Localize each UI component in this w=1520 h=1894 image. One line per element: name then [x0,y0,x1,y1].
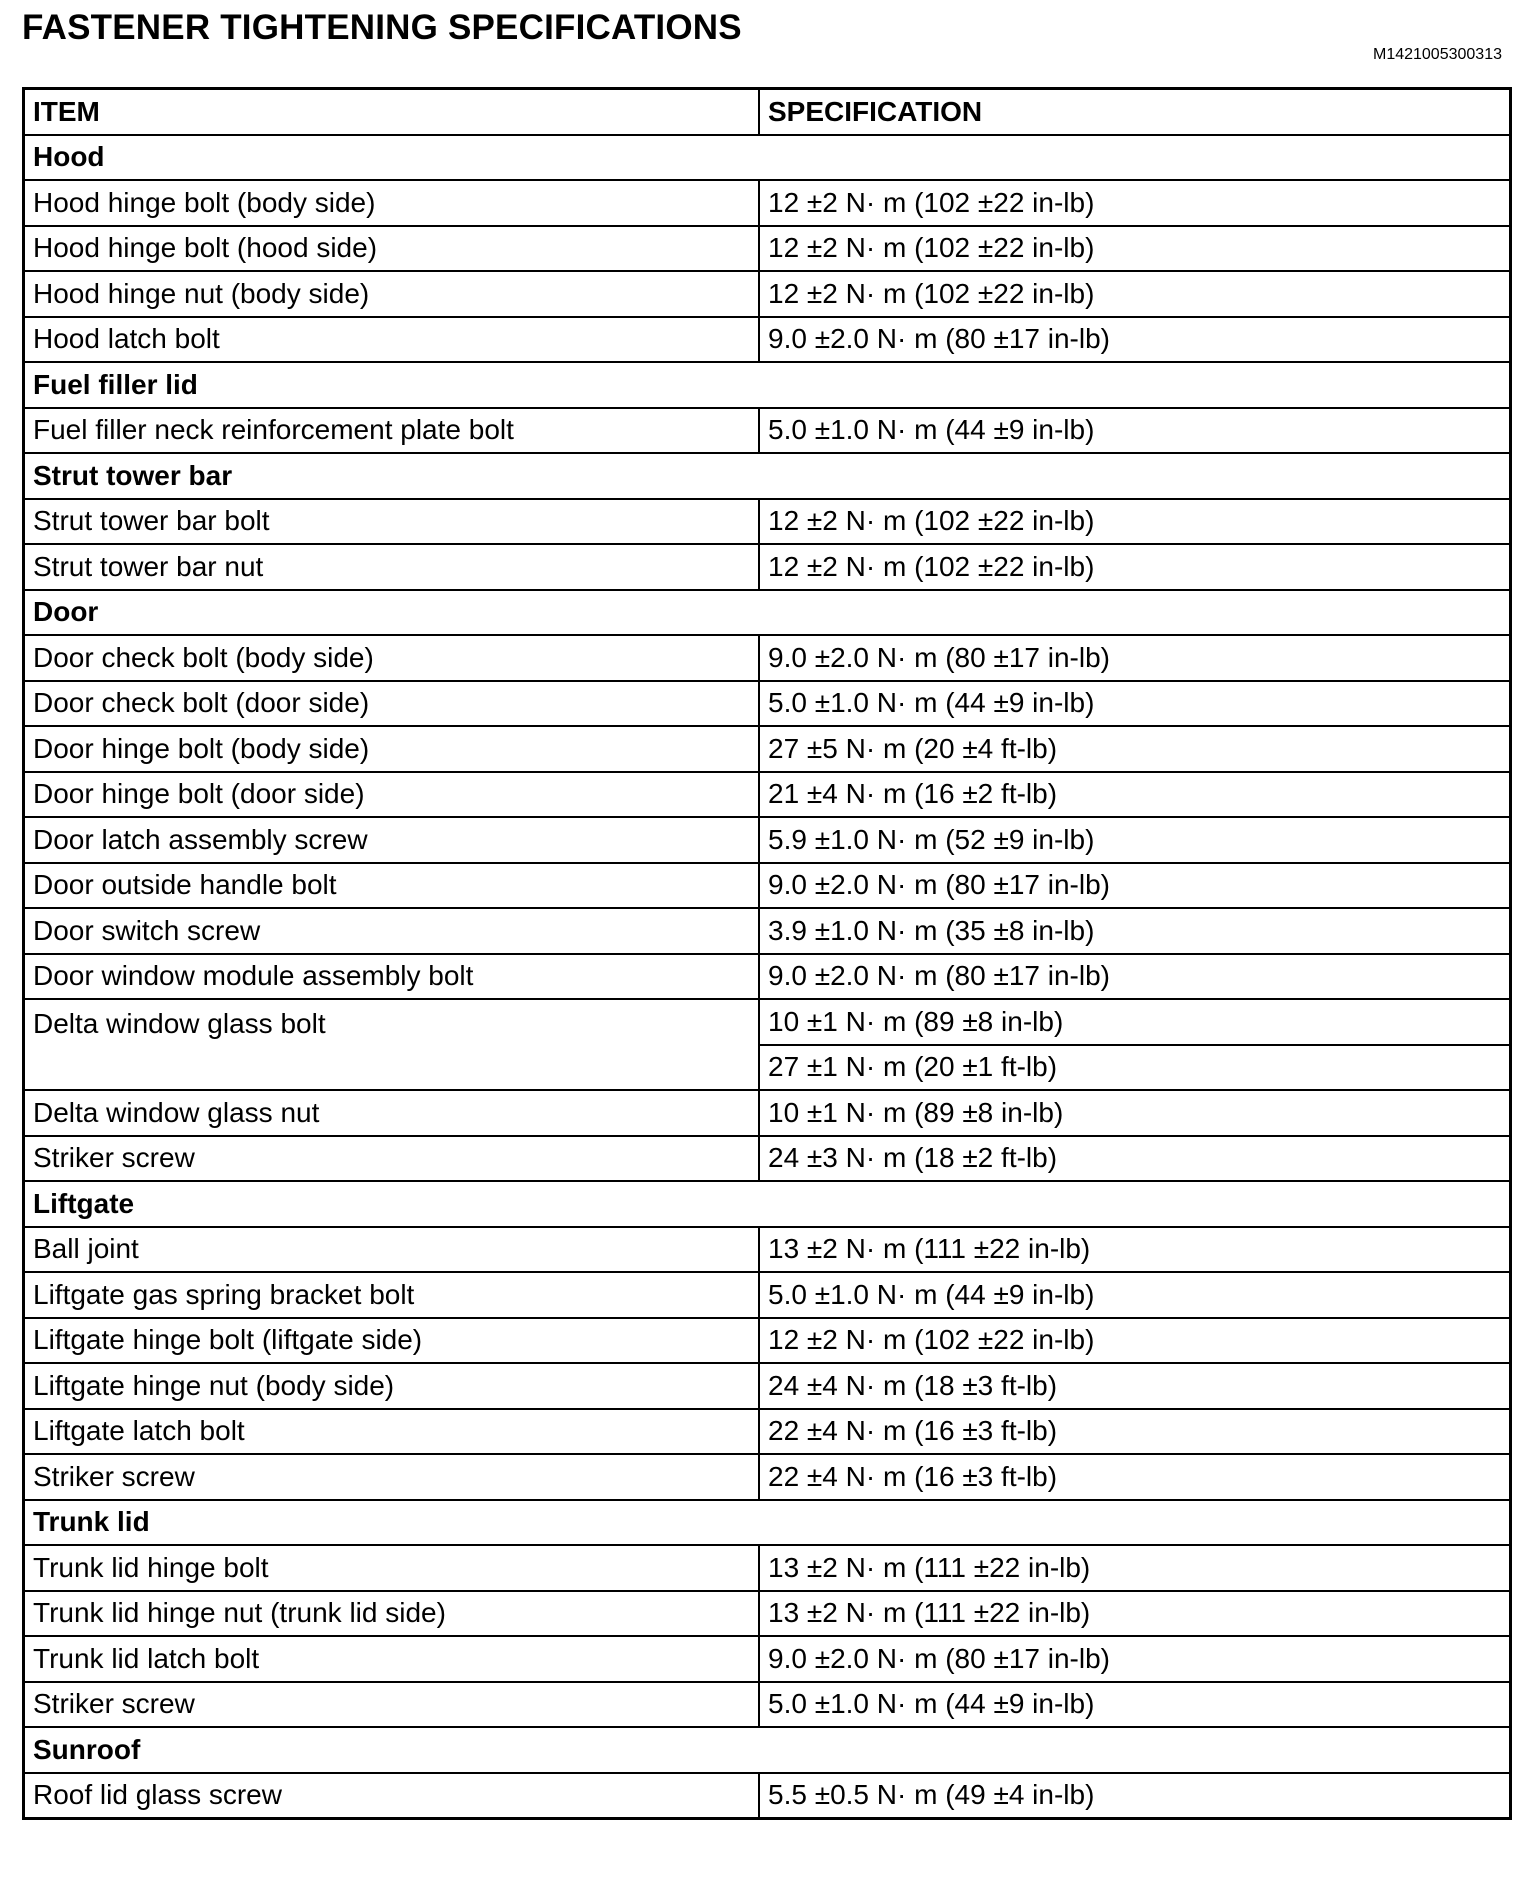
item-cell: Door hinge bolt (door side) [24,772,760,818]
table-row [24,1136,1511,1182]
specification-cell: 13 ±2 N· m (111 ±22 in-lb) [759,1227,1511,1273]
table-row [24,544,1511,590]
item-cell: Liftgate hinge nut (body side) [24,1363,760,1409]
section-row [24,1727,1511,1773]
specification-table-body [24,89,1511,1819]
specification-cell: 13 ±2 N· m (111 ±22 in-lb) [759,1545,1511,1591]
section-title: Hood [24,135,1511,181]
specification-cell: 12 ±2 N· m (102 ±22 in-lb) [759,1318,1511,1364]
column-header-item: ITEM [24,89,760,135]
item-cell: Liftgate hinge bolt (liftgate side) [24,1318,760,1364]
specification-cell: 5.0 ±1.0 N· m (44 ±9 in-lb) [759,1272,1511,1318]
item-cell: Hood latch bolt [24,317,760,363]
item-cell: Door check bolt (body side) [24,635,760,681]
table-row [24,499,1511,545]
specification-cell: 9.0 ±2.0 N· m (80 ±17 in-lb) [759,954,1511,1000]
item-cell: Liftgate latch bolt [24,1409,760,1455]
specification-cell: 5.9 ±1.0 N· m (52 ±9 in-lb) [759,817,1511,863]
specification-cell: 24 ±4 N· m (18 ±3 ft-lb) [759,1363,1511,1409]
specification-cell: 12 ±2 N· m (102 ±22 in-lb) [759,499,1511,545]
table-row [24,681,1511,727]
table-row [24,1090,1511,1136]
specification-cell: 5.5 ±0.5 N· m (49 ±4 in-lb) [759,1773,1511,1819]
item-cell: Door hinge bolt (body side) [24,726,760,772]
specification-table [22,87,1512,1820]
table-row [24,772,1511,818]
section-title: Door [24,590,1511,636]
table-row [24,1636,1511,1682]
table-row [24,726,1511,772]
item-cell: Hood hinge bolt (body side) [24,180,760,226]
specification-cell: 13 ±2 N· m (111 ±22 in-lb) [759,1591,1511,1637]
table-header-row [24,89,1511,135]
item-cell: Striker screw [24,1454,760,1500]
table-row [24,954,1511,1000]
item-cell: Roof lid glass screw [24,1773,760,1819]
specification-cell: 5.0 ±1.0 N· m (44 ±9 in-lb) [759,408,1511,454]
specification-cell: 22 ±4 N· m (16 ±3 ft-lb) [759,1454,1511,1500]
item-cell: Trunk lid latch bolt [24,1636,760,1682]
item-cell: Strut tower bar bolt [24,499,760,545]
table-row [24,1591,1511,1637]
table-row [24,635,1511,681]
item-cell: Strut tower bar nut [24,544,760,590]
item-cell: Door outside handle bolt [24,863,760,909]
table-row [24,226,1511,272]
table-row [24,180,1511,226]
specification-cell: 12 ±2 N· m (102 ±22 in-lb) [759,544,1511,590]
item-cell: Trunk lid hinge bolt [24,1545,760,1591]
section-row [24,1181,1511,1227]
specification-cell: 5.0 ±1.0 N· m (44 ±9 in-lb) [759,681,1511,727]
item-cell: Delta window glass bolt [24,999,760,1090]
section-title: Fuel filler lid [24,362,1511,408]
item-cell: Hood hinge nut (body side) [24,271,760,317]
table-row [24,408,1511,454]
specification-cell: 27 ±5 N· m (20 ±4 ft-lb) [759,726,1511,772]
item-cell: Striker screw [24,1682,760,1728]
specification-cell: 22 ±4 N· m (16 ±3 ft-lb) [759,1409,1511,1455]
section-title: Strut tower bar [24,453,1511,499]
section-title: Trunk lid [24,1500,1511,1546]
table-row [24,1454,1511,1500]
table-row [24,1409,1511,1455]
item-cell: Door window module assembly bolt [24,954,760,1000]
specification-cell: 10 ±1 N· m (89 ±8 in-lb) [759,999,1511,1045]
item-cell: Hood hinge bolt (hood side) [24,226,760,272]
specification-cell: 12 ±2 N· m (102 ±22 in-lb) [759,180,1511,226]
table-row [24,1545,1511,1591]
table-row [24,1272,1511,1318]
specification-cell: 9.0 ±2.0 N· m (80 ±17 in-lb) [759,1636,1511,1682]
specification-cell: 12 ±2 N· m (102 ±22 in-lb) [759,271,1511,317]
page-title: FASTENER TIGHTENING SPECIFICATIONS [22,8,742,47]
item-cell: Trunk lid hinge nut (trunk lid side) [24,1591,760,1637]
table-row [24,908,1511,954]
specification-cell: 10 ±1 N· m (89 ±8 in-lb) [759,1090,1511,1136]
table-row [24,1318,1511,1364]
table-row [24,1227,1511,1273]
specification-cell: 9.0 ±2.0 N· m (80 ±17 in-lb) [759,317,1511,363]
table-row [24,1363,1511,1409]
section-row [24,590,1511,636]
table-row [24,1773,1511,1819]
table-row [24,817,1511,863]
section-row [24,453,1511,499]
table-row [24,863,1511,909]
specification-cell: 9.0 ±2.0 N· m (80 ±17 in-lb) [759,863,1511,909]
specification-cell: 12 ±2 N· m (102 ±22 in-lb) [759,226,1511,272]
section-title: Sunroof [24,1727,1511,1773]
table-row [24,999,1511,1045]
table-row [24,317,1511,363]
specification-cell: 27 ±1 N· m (20 ±1 ft-lb) [759,1045,1511,1091]
item-cell: Delta window glass nut [24,1090,760,1136]
specification-cell: 9.0 ±2.0 N· m (80 ±17 in-lb) [759,635,1511,681]
item-cell: Fuel filler neck reinforcement plate bolt [24,408,760,454]
specification-cell: 21 ±4 N· m (16 ±2 ft-lb) [759,772,1511,818]
table-row [24,1682,1511,1728]
item-cell: Door latch assembly screw [24,817,760,863]
column-header-specification: SPECIFICATION [759,89,1511,135]
section-row [24,362,1511,408]
item-cell: Door check bolt (door side) [24,681,760,727]
specification-cell: 3.9 ±1.0 N· m (35 ±8 in-lb) [759,908,1511,954]
item-cell: Ball joint [24,1227,760,1273]
item-cell: Door switch screw [24,908,760,954]
item-cell: Liftgate gas spring bracket bolt [24,1272,760,1318]
section-title: Liftgate [24,1181,1511,1227]
document-id: M1421005300313 [1372,46,1502,63]
specification-cell: 24 ±3 N· m (18 ±2 ft-lb) [759,1136,1511,1182]
item-cell: Striker screw [24,1136,760,1182]
table-row [24,271,1511,317]
section-row [24,135,1511,181]
section-row [24,1500,1511,1546]
specification-cell: 5.0 ±1.0 N· m (44 ±9 in-lb) [759,1682,1511,1728]
